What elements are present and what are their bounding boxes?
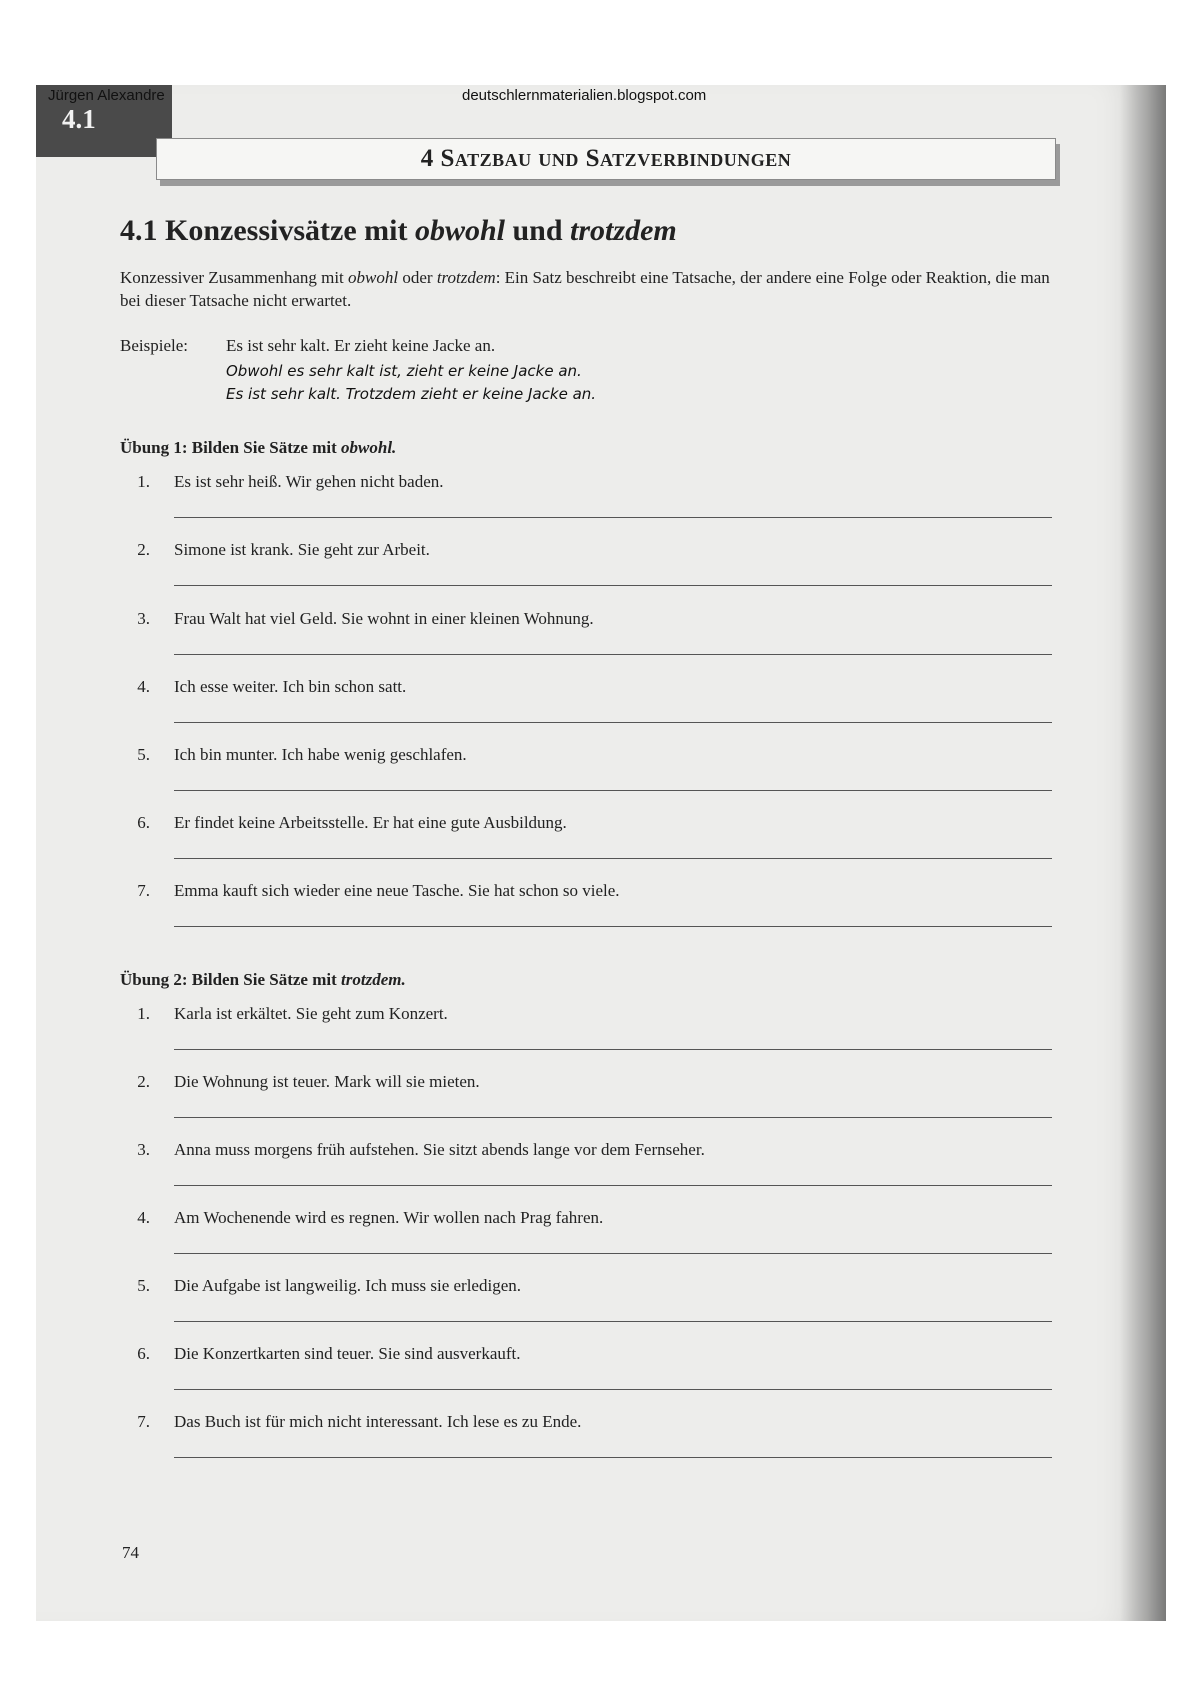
intro-paragraph	[120, 266, 1055, 312]
answer-line[interactable]	[174, 1253, 1052, 1254]
item-number: 4.	[137, 677, 150, 696]
item-number: 4.	[137, 1208, 150, 1227]
answer-line[interactable]	[174, 790, 1052, 791]
answer-line[interactable]	[174, 585, 1052, 586]
exercise1-title	[120, 438, 396, 458]
intro-word-trotzdem: trotzdem	[436, 268, 496, 287]
exercise2-title	[120, 970, 406, 990]
item-number: 1.	[137, 472, 150, 491]
answer-line[interactable]	[174, 858, 1052, 859]
item-text: Am Wochenende wird es regnen. Wir wollen nach Prag fahren.	[174, 1208, 604, 1227]
author-name: Jürgen Alexandre	[48, 87, 165, 104]
scanned-page	[36, 85, 1166, 1621]
item-text: Ich bin munter. Ich habe wenig geschlafen.	[174, 745, 467, 764]
item-text: Das Buch ist für mich nicht interessant. Ich lese es zu Ende.	[174, 1412, 582, 1431]
item-number: 6.	[137, 813, 150, 832]
answer-line[interactable]	[174, 1457, 1052, 1458]
item-number: 7.	[137, 1412, 150, 1431]
intro-word-obwohl: obwohl	[348, 268, 399, 287]
exercise1-title-word: obwohl.	[341, 438, 397, 457]
item-text: Frau Walt hat viel Geld. Sie wohnt in einer kleinen Wohnung.	[174, 609, 594, 628]
item-text: Ich esse weiter. Ich bin schon satt.	[174, 677, 407, 696]
answer-line[interactable]	[174, 517, 1052, 518]
answer-line[interactable]	[174, 1185, 1052, 1186]
exercise2-title-text: Übung 2: Bilden Sie Sätze mit	[120, 970, 342, 989]
item-number: 6.	[137, 1344, 150, 1363]
source-site: deutschlernmaterialien.blogspot.com	[462, 87, 707, 104]
heading-word-trotzdem: trotzdem	[570, 214, 677, 247]
item-text: Die Aufgabe ist langweilig. Ich muss sie erledigen.	[174, 1276, 521, 1295]
item-number: 2.	[137, 540, 150, 559]
intro-text: : Ein Satz beschreibt eine Tatsache, der andere eine Folge oder Reaktion, die man bei dieser Tatsache nicht erwartet.	[120, 268, 1050, 310]
section-number: 4.1	[62, 104, 96, 134]
heading-word-obwohl: obwohl	[414, 214, 505, 247]
intro-text: Konzessiver Zusammenhang mit	[120, 268, 349, 287]
item-text: Simone ist krank. Sie geht zur Arbeit.	[174, 540, 430, 559]
example-sentence: Es ist sehr kalt. Er zieht keine Jacke an.	[226, 336, 496, 355]
item-number: 3.	[137, 609, 150, 628]
example-handwritten-trotzdem: Es ist sehr kalt. Trotzdem zieht er keine Jacke an.	[226, 385, 597, 403]
answer-line[interactable]	[174, 1049, 1052, 1050]
answer-line[interactable]	[174, 1389, 1052, 1390]
item-text: Die Konzertkarten sind teuer. Sie sind ausverkauft.	[174, 1344, 521, 1363]
item-text: Die Wohnung ist teuer. Mark will sie mieten.	[174, 1072, 480, 1091]
examples-label: Beispiele:	[120, 336, 188, 355]
answer-line[interactable]	[174, 1321, 1052, 1322]
answer-line[interactable]	[174, 926, 1052, 927]
heading-middle: und	[504, 214, 571, 247]
section-heading	[120, 214, 677, 248]
item-number: 1.	[137, 1004, 150, 1023]
chapter-banner	[156, 138, 1056, 180]
item-number: 7.	[137, 881, 150, 900]
item-number: 3.	[137, 1140, 150, 1159]
example-handwritten-obwohl: Obwohl es sehr kalt ist, zieht er keine Jacke an.	[226, 362, 582, 380]
item-text: Karla ist erkältet. Sie geht zum Konzert.	[174, 1004, 448, 1023]
item-text: Emma kauft sich wieder eine neue Tasche. Sie hat schon so viele.	[174, 881, 620, 900]
answer-line[interactable]	[174, 654, 1052, 655]
chapter-title: 4 Satzbau und Satzverbindungen	[420, 145, 792, 172]
item-number: 2.	[137, 1072, 150, 1091]
page-spine-shadow	[1120, 85, 1166, 1621]
item-text: Er findet keine Arbeitsstelle. Er hat eine gute Ausbildung.	[174, 813, 567, 832]
page-number: 74	[122, 1543, 139, 1562]
item-text: Es ist sehr heiß. Wir gehen nicht baden.	[174, 472, 444, 491]
heading-prefix: 4.1 Konzessivsätze mit	[120, 214, 415, 247]
answer-line[interactable]	[174, 722, 1052, 723]
item-text: Anna muss morgens früh aufstehen. Sie sitzt abends lange vor dem Fernseher.	[174, 1140, 705, 1159]
exercise1-title-text: Übung 1: Bilden Sie Sätze mit	[120, 438, 342, 457]
intro-text: oder	[398, 268, 437, 287]
exercise2-title-word: trotzdem.	[341, 970, 406, 989]
answer-line[interactable]	[174, 1117, 1052, 1118]
item-number: 5.	[137, 1276, 150, 1295]
item-number: 5.	[137, 745, 150, 764]
